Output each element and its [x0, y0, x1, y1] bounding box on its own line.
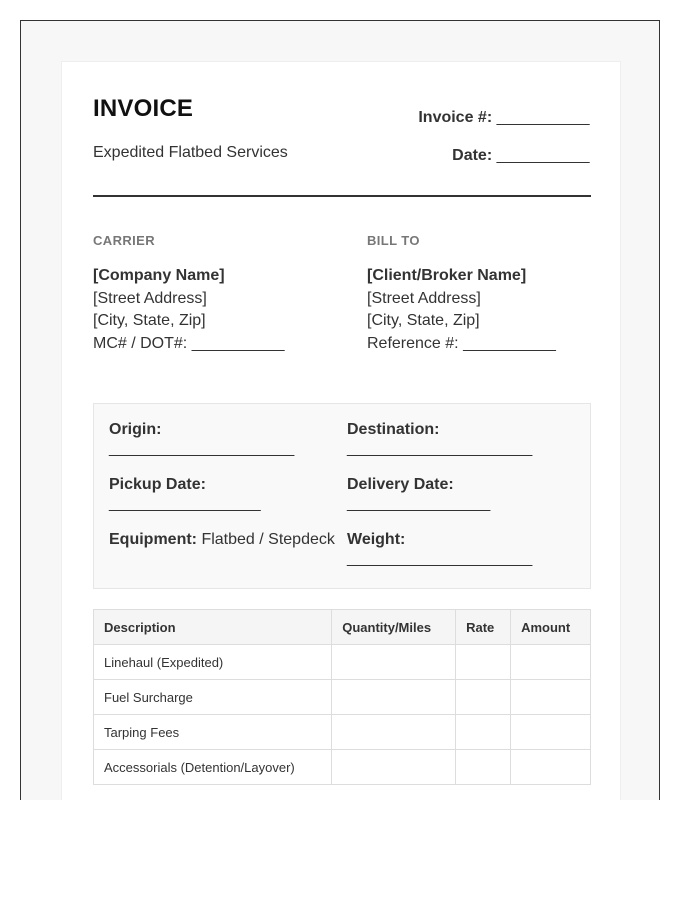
shipment-details-box	[93, 403, 591, 589]
carrier-block	[93, 265, 284, 355]
pickup-date-label: Pickup Date:	[109, 476, 206, 493]
row-rate[interactable]	[456, 680, 511, 715]
invoice-date-row	[452, 147, 589, 165]
bill-to-ref-row	[367, 333, 555, 356]
equipment-row	[109, 531, 335, 549]
invoice-title: INVOICE	[93, 95, 194, 122]
row-amount[interactable]	[511, 645, 591, 680]
destination-field[interactable]: ______________________	[347, 440, 532, 457]
invoice-subtitle: Expedited Flatbed Services	[93, 144, 288, 161]
column-header-rate: Rate	[456, 610, 511, 645]
table-row	[94, 680, 591, 715]
table-row	[94, 645, 591, 680]
invoice-date-label: Date:	[452, 147, 493, 164]
bill-to-city: [City, State, Zip]	[367, 312, 480, 329]
row-quantity[interactable]	[332, 750, 456, 785]
header-divider	[93, 195, 591, 197]
carrier-city: [City, State, Zip]	[93, 312, 206, 329]
bill-to-block	[367, 265, 555, 355]
bill-to-name: [Client/Broker Name]	[367, 267, 527, 284]
invoice-number-row	[418, 109, 589, 127]
carrier-mc-row	[93, 333, 284, 356]
weight-field[interactable]: ______________________	[347, 550, 532, 567]
bill-to-ref-field[interactable]: ___________	[463, 334, 556, 352]
delivery-date-label: Delivery Date:	[347, 476, 454, 493]
bill-to-street: [Street Address]	[367, 289, 481, 307]
table-row	[94, 715, 591, 750]
bill-to-heading: BILL TO	[367, 233, 420, 248]
row-description: Fuel Surcharge	[94, 680, 332, 715]
equipment-value: Flatbed / Stepdeck	[201, 531, 335, 548]
row-description: Linehaul (Expedited)	[94, 645, 332, 680]
invoice-number-field[interactable]: ___________	[496, 109, 589, 126]
row-amount[interactable]	[511, 715, 591, 750]
row-rate[interactable]	[456, 750, 511, 785]
row-amount[interactable]	[511, 680, 591, 715]
weight-label: Weight:	[347, 531, 406, 548]
pickup-date-field[interactable]: __________________	[109, 495, 261, 512]
origin-field[interactable]: ______________________	[109, 440, 294, 457]
row-quantity[interactable]	[332, 715, 456, 750]
invoice-date-field[interactable]: ___________	[496, 147, 589, 164]
row-quantity[interactable]	[332, 645, 456, 680]
table-row	[94, 750, 591, 785]
carrier-mc-label: MC# / DOT#:	[93, 334, 188, 352]
row-description: Tarping Fees	[94, 715, 332, 750]
invoice-sheet	[61, 61, 621, 800]
origin-label: Origin:	[109, 421, 162, 438]
column-header-description: Description	[94, 610, 332, 645]
invoice-number-label: Invoice #:	[418, 109, 493, 126]
bill-to-ref-label: Reference #:	[367, 334, 459, 352]
row-amount[interactable]	[511, 750, 591, 785]
table-header-row	[94, 610, 591, 645]
carrier-street: [Street Address]	[93, 289, 207, 307]
destination-label: Destination:	[347, 421, 440, 438]
line-items-table	[93, 609, 591, 785]
carrier-heading: CARRIER	[93, 233, 156, 248]
carrier-name: [Company Name]	[93, 267, 225, 284]
column-header-quantity: Quantity/Miles	[332, 610, 456, 645]
row-quantity[interactable]	[332, 680, 456, 715]
row-rate[interactable]	[456, 715, 511, 750]
carrier-mc-field[interactable]: ___________	[191, 334, 285, 352]
column-header-amount: Amount	[511, 610, 591, 645]
row-description: Accessorials (Detention/Layover)	[94, 750, 332, 785]
equipment-label: Equipment:	[109, 531, 197, 548]
delivery-date-field[interactable]: _________________	[347, 495, 490, 512]
row-rate[interactable]	[456, 645, 511, 680]
